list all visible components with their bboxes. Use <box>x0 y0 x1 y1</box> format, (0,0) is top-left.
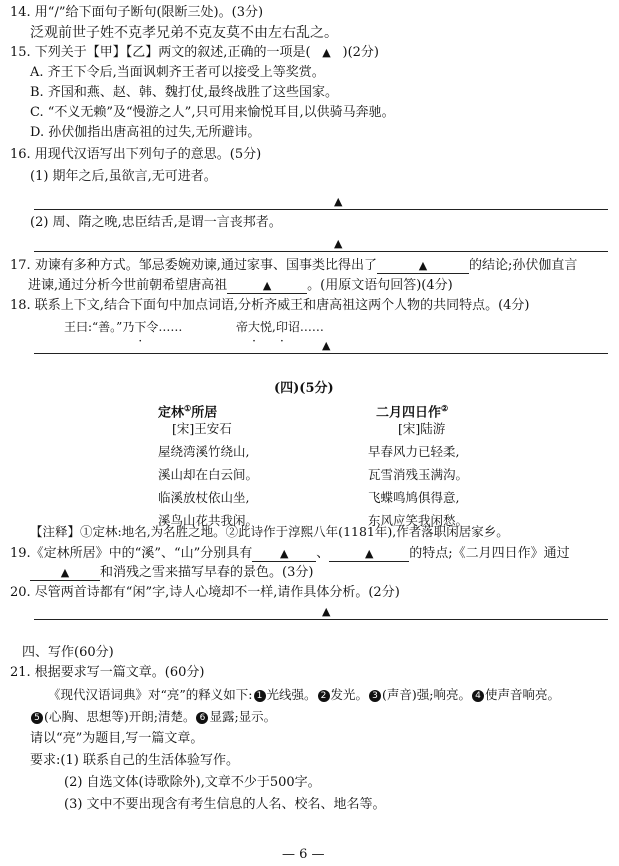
q18-quote2-b: 悦, <box>260 320 276 334</box>
q18-quote1-a: 王曰:“善。”乃 <box>64 320 135 334</box>
def3-number: 3 <box>369 690 381 702</box>
q21-dict-intro: 《现代汉语词典》对“亮”的释义如下: <box>48 687 253 702</box>
q18-answer-line <box>34 353 608 354</box>
section4-annotation: 【注释】①定林:地名,为名胜之地。②此诗作于淳熙八年(1181年),作者落职闲居家乡。 <box>30 524 509 539</box>
poem2-note-mark: ② <box>441 403 449 413</box>
q19-blank1: ▲ <box>252 547 316 562</box>
q15-option-c: C. “不义无赖”及“慢游之人”,只可用来愉悦耳目,以供骑马奔驰。 <box>30 105 395 120</box>
q14-stem: 14. 用“/”给下面句子断句(限断三处)。(3分) <box>10 5 264 20</box>
q17-line2-post: 。(用原文语句回答)(4分) <box>307 278 453 293</box>
q16-answer1-line <box>34 209 608 210</box>
q17-line1-pre: 17. 劝谏有多种方式。邹忌委婉劝谏,通过家事、国事类比得出了 <box>10 258 377 273</box>
q19-blank3: ▲ <box>30 566 100 581</box>
poem1-author: [宋]王安石 <box>172 421 232 436</box>
poem2-title-text: 二月四日作 <box>376 405 442 421</box>
q15-option-a: A. 齐王下令后,当面讽刺齐王者可以接受上等奖赏。 <box>30 65 325 80</box>
q20-answer-line <box>34 619 608 620</box>
def1-text: 光线强。 <box>266 687 317 702</box>
def3-text: (声音)强;响亮。 <box>382 687 471 702</box>
q19-line2-post: 和消残之雪来描写早春的景色。(3分) <box>100 565 314 580</box>
poem2-line3: 飞蝶鸣鸠俱得意, <box>368 490 460 505</box>
writing-section-title: 四、写作(60分) <box>22 645 114 660</box>
q14-sentence: 泛观前世子姓不克孝兄弟不克友莫不由左右乱之。 <box>30 25 338 41</box>
q21-req-label: 要求: <box>30 753 61 768</box>
q19-line1-mid: 、 <box>316 546 330 561</box>
poem1-note-mark: ① <box>184 403 192 413</box>
q21-requirement2: (2) 自选文体(诗歌除外),文章不少于500字。 <box>64 775 321 790</box>
def4-text: 使声音响亮。 <box>485 687 561 702</box>
poem2-line1: 早春风力已轻柔, <box>368 444 460 459</box>
poem1-line4: 溪鸟山花共我闲。 <box>158 513 259 528</box>
q16-answer2-marker: ▲ <box>334 237 343 250</box>
q18-quote2 <box>236 318 324 336</box>
def1-number: 1 <box>254 690 266 702</box>
poem2-line2: 瓦雪消残玉满沟。 <box>368 467 469 482</box>
page-number: — 6 — <box>282 847 325 862</box>
q16-item1: (1) 期年之后,虽欲言,无可进者。 <box>30 169 217 184</box>
poem1-title-suffix: 所居 <box>191 405 218 421</box>
q18-quote1-dotted-word: 下 <box>134 320 147 334</box>
q21-requirement3: (3) 文中不要出现含有考生信息的人名、校名、地名等。 <box>64 797 386 812</box>
def6-number: 6 <box>196 712 208 724</box>
q19-line2 <box>30 564 313 582</box>
poem2-line4: 东风应笑我闲愁。 <box>368 513 469 528</box>
q15-option-b: B. 齐国和燕、赵、韩、魏打仗,最终战胜了这些国家。 <box>30 85 338 100</box>
q18-quote1-b: 令…… <box>146 320 183 334</box>
q15-answer-marker: ▲ <box>322 46 331 59</box>
def5-text: (心胸、思想等)开朗;清楚。 <box>44 709 196 724</box>
q15-stem-pre: 15. 下列关于【甲】【乙】两文的叙述,正确的一项是( <box>10 45 311 60</box>
poem1-title <box>158 399 217 422</box>
q16-answer1-marker: ▲ <box>334 195 343 208</box>
q19-line1-post: 的特点;《二月四日作》通过 <box>409 546 570 561</box>
q18-quote2-dotted-word1: 大 <box>248 320 261 334</box>
q19-line1-pre: 19.《定林所居》中的“溪”、“山”分别具有 <box>10 546 253 561</box>
q16-stem: 16. 用现代汉语写出下列句子的意思。(5分) <box>10 147 262 162</box>
q20-answer-marker: ▲ <box>322 605 331 618</box>
def4-number: 4 <box>472 690 484 702</box>
q15-option-d: D. 孙伏伽指出唐高祖的过失,无所避讳。 <box>30 125 261 140</box>
q15-stem <box>10 44 379 62</box>
q18-answer-marker: ▲ <box>322 339 331 352</box>
q20-stem: 20. 尽管两首诗都有“闲”字,诗人心境却不一样,请作具体分析。(2分) <box>10 585 400 600</box>
q21-requirement1 <box>30 752 239 770</box>
poem1-line1: 屋绕湾溪竹绕山, <box>158 444 250 459</box>
q15-stem-post: )(2分) <box>342 45 380 60</box>
q17-line2-pre: 进谏,通过分析今世前朝希望唐高祖 <box>28 278 228 293</box>
q19-blank2: ▲ <box>329 547 409 562</box>
poem1-line2: 溪山却在白云间。 <box>158 467 259 482</box>
poem2-author: [宋]陆游 <box>398 421 446 436</box>
q17-line1-post: 的结论;孙伏伽直言 <box>468 258 578 273</box>
q16-item2: (2) 周、隋之晚,忠臣结舌,是谓一言丧邦者。 <box>30 215 282 230</box>
q18-quote2-dotted-word2: 印 <box>275 320 288 334</box>
q16-answer2-line <box>34 251 608 252</box>
q18-quote2-a: 帝 <box>236 320 249 334</box>
poem1-line3: 临溪放杖依山坐, <box>158 490 250 505</box>
q17-line1 <box>10 257 577 275</box>
section4-title: (四)(5分) <box>274 381 334 396</box>
def5-number: 5 <box>31 712 43 724</box>
def2-text: 发光。 <box>330 687 369 702</box>
q17-blank2: ▲ <box>227 279 307 294</box>
def2-number: 2 <box>318 690 330 702</box>
q18-stem: 18. 联系上下文,结合下面句中加点词语,分析齐威王和唐高祖这两个人物的共同特点。(4分) <box>10 298 530 313</box>
poem2-title <box>376 399 448 422</box>
poem1-title-text: 定林 <box>158 405 185 421</box>
def6-text: 显露;显示。 <box>209 709 277 724</box>
q21-prompt: 请以“亮”为题目,写一篇文章。 <box>30 731 204 746</box>
q21-dictionary-line2 <box>30 708 276 726</box>
q18-quote2-c: 诏…… <box>287 320 324 334</box>
q17-line2 <box>28 277 453 295</box>
q19-line1 <box>10 545 570 563</box>
q17-blank1: ▲ <box>377 259 469 274</box>
q21-dictionary-line1 <box>48 686 560 704</box>
q21-stem: 21. 根据要求写一篇文章。(60分) <box>10 665 205 680</box>
q18-quote1 <box>64 318 182 336</box>
q21-req1-text: (1) 联系自己的生活体验写作。 <box>60 753 239 768</box>
